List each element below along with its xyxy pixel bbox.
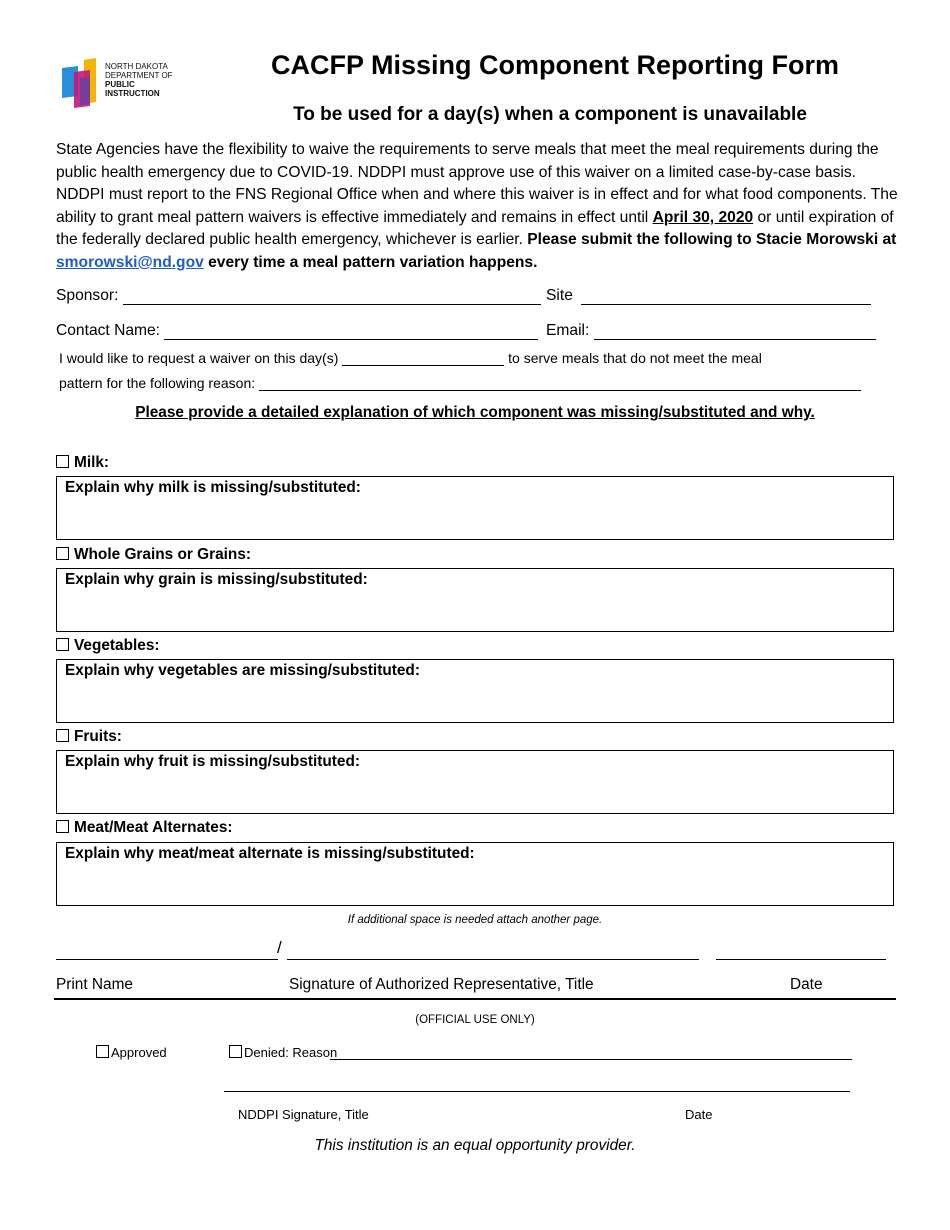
waiver-request-line — [59, 350, 762, 366]
date-label: Date — [790, 976, 823, 993]
sponsor-input[interactable] — [123, 290, 541, 305]
email-input[interactable] — [594, 325, 876, 340]
vegetables-checkbox[interactable] — [56, 638, 69, 651]
meat-checkbox[interactable] — [56, 820, 69, 833]
page-title: CACFP Missing Component Reporting Form — [271, 50, 839, 80]
grains-checkbox-label[interactable]: Whole Grains or Grains: — [56, 546, 251, 564]
date-line[interactable] — [716, 958, 886, 960]
nddpi-date-label: Date — [685, 1107, 713, 1122]
grains-checkbox[interactable] — [56, 547, 69, 560]
print-name-line[interactable] — [56, 958, 278, 960]
nddpi-signature-label: NDDPI Signature, Title — [238, 1107, 369, 1122]
additional-space-note: If additional space is needed attach another page. — [347, 914, 603, 926]
waiver-reason-input[interactable] — [259, 376, 861, 391]
meat-explain-box[interactable] — [56, 842, 894, 906]
fruits-checkbox-label[interactable]: Fruits: — [56, 728, 122, 746]
vegetables-explain-box[interactable] — [56, 659, 894, 723]
signature-title-label: Signature of Authorized Representative, Title — [289, 976, 594, 993]
meat-checkbox-label[interactable]: Meat/Meat Alternates: — [56, 819, 233, 837]
official-use-heading: (OFFICIAL USE ONLY) — [415, 1014, 535, 1026]
fruits-explain-box[interactable] — [56, 750, 894, 814]
contact-email-link[interactable]: smorowski@nd.gov — [56, 253, 204, 271]
ndpi-logo — [60, 58, 180, 110]
sponsor-label: Sponsor: — [56, 287, 119, 304]
signature-line[interactable] — [287, 958, 699, 960]
vegetables-checkbox-label[interactable]: Vegetables: — [56, 637, 160, 655]
denied-reason-line[interactable] — [330, 1058, 852, 1060]
equal-opportunity-statement: This institution is an equal opportunity provider. — [314, 1137, 636, 1154]
intro-paragraph: State Agencies have the flexibility to waive the requirements to serve meals that meet the meal requirements during the public health emergency due to COVID-19. NDDPI must approve use of this waiver on a limited case-by-case basis. NDDPI must report to the FNS Regional Office when and where this waiver is in effect and for what food components. The ability to grant meal pattern waivers is effective immediately and remains in effect until April 30, 2020 or until expiration of the federally declared public health emergency, whichever is earlier. Please submit the following to Stacie Morowski at smorowski@nd.gov every time a meal pattern variation happens. — [56, 141, 898, 271]
waiver-days-input[interactable] — [342, 351, 504, 366]
logo-mark — [60, 58, 102, 110]
fruits-checkbox[interactable] — [56, 729, 69, 742]
vegetables-explain-label: Explain why vegetables are missing/substituted: — [65, 662, 420, 679]
contact-name-input[interactable] — [164, 325, 538, 340]
approved-checkbox[interactable] — [96, 1045, 109, 1058]
email-label: Email: — [546, 322, 590, 339]
fruits-explain-label: Explain why fruit is missing/substituted: — [65, 753, 361, 770]
waiver-text-b: to serve meals that do not meet the meal — [508, 350, 762, 366]
contact-name-field — [56, 322, 538, 340]
print-name-label: Print Name — [56, 976, 133, 993]
waiver-text-a: I would like to request a waiver on this day(s) — [59, 350, 339, 366]
instruction-heading: Please provide a detailed explanation of which component was missing/substituted and why. — [135, 404, 815, 421]
signature-slash: / — [277, 938, 282, 957]
contact-name-label: Contact Name: — [56, 322, 161, 339]
milk-explain-label: Explain why milk is missing/substituted: — [65, 479, 361, 496]
deadline-date: April 30, 2020 — [652, 208, 754, 226]
divider — [54, 998, 896, 1000]
milk-explain-box[interactable] — [56, 476, 894, 540]
logo-text: NORTH DAKOTA DEPARTMENT OF PUBLIC INSTRUCTION — [105, 62, 173, 98]
sponsor-field — [56, 287, 541, 305]
email-field — [546, 322, 876, 340]
grains-explain-label: Explain why grain is missing/substituted: — [65, 571, 368, 588]
denied-option[interactable]: Denied: Reason — [229, 1045, 337, 1060]
site-input[interactable] — [581, 290, 871, 305]
page-subtitle: To be used for a day(s) when a component is unavailable — [293, 104, 807, 125]
waiver-reason-line — [59, 375, 861, 391]
site-field — [546, 287, 871, 305]
meat-explain-label: Explain why meat/meat alternate is missing/substituted: — [65, 845, 475, 862]
nddpi-signature-line[interactable] — [224, 1090, 850, 1092]
milk-checkbox[interactable] — [56, 455, 69, 468]
denied-checkbox[interactable] — [229, 1045, 242, 1058]
site-label: Site — [546, 287, 573, 304]
grains-explain-box[interactable] — [56, 568, 894, 632]
milk-checkbox-label[interactable]: Milk: — [56, 454, 109, 472]
waiver-reason-label: pattern for the following reason: — [59, 375, 256, 391]
approved-option[interactable]: Approved — [96, 1045, 167, 1060]
